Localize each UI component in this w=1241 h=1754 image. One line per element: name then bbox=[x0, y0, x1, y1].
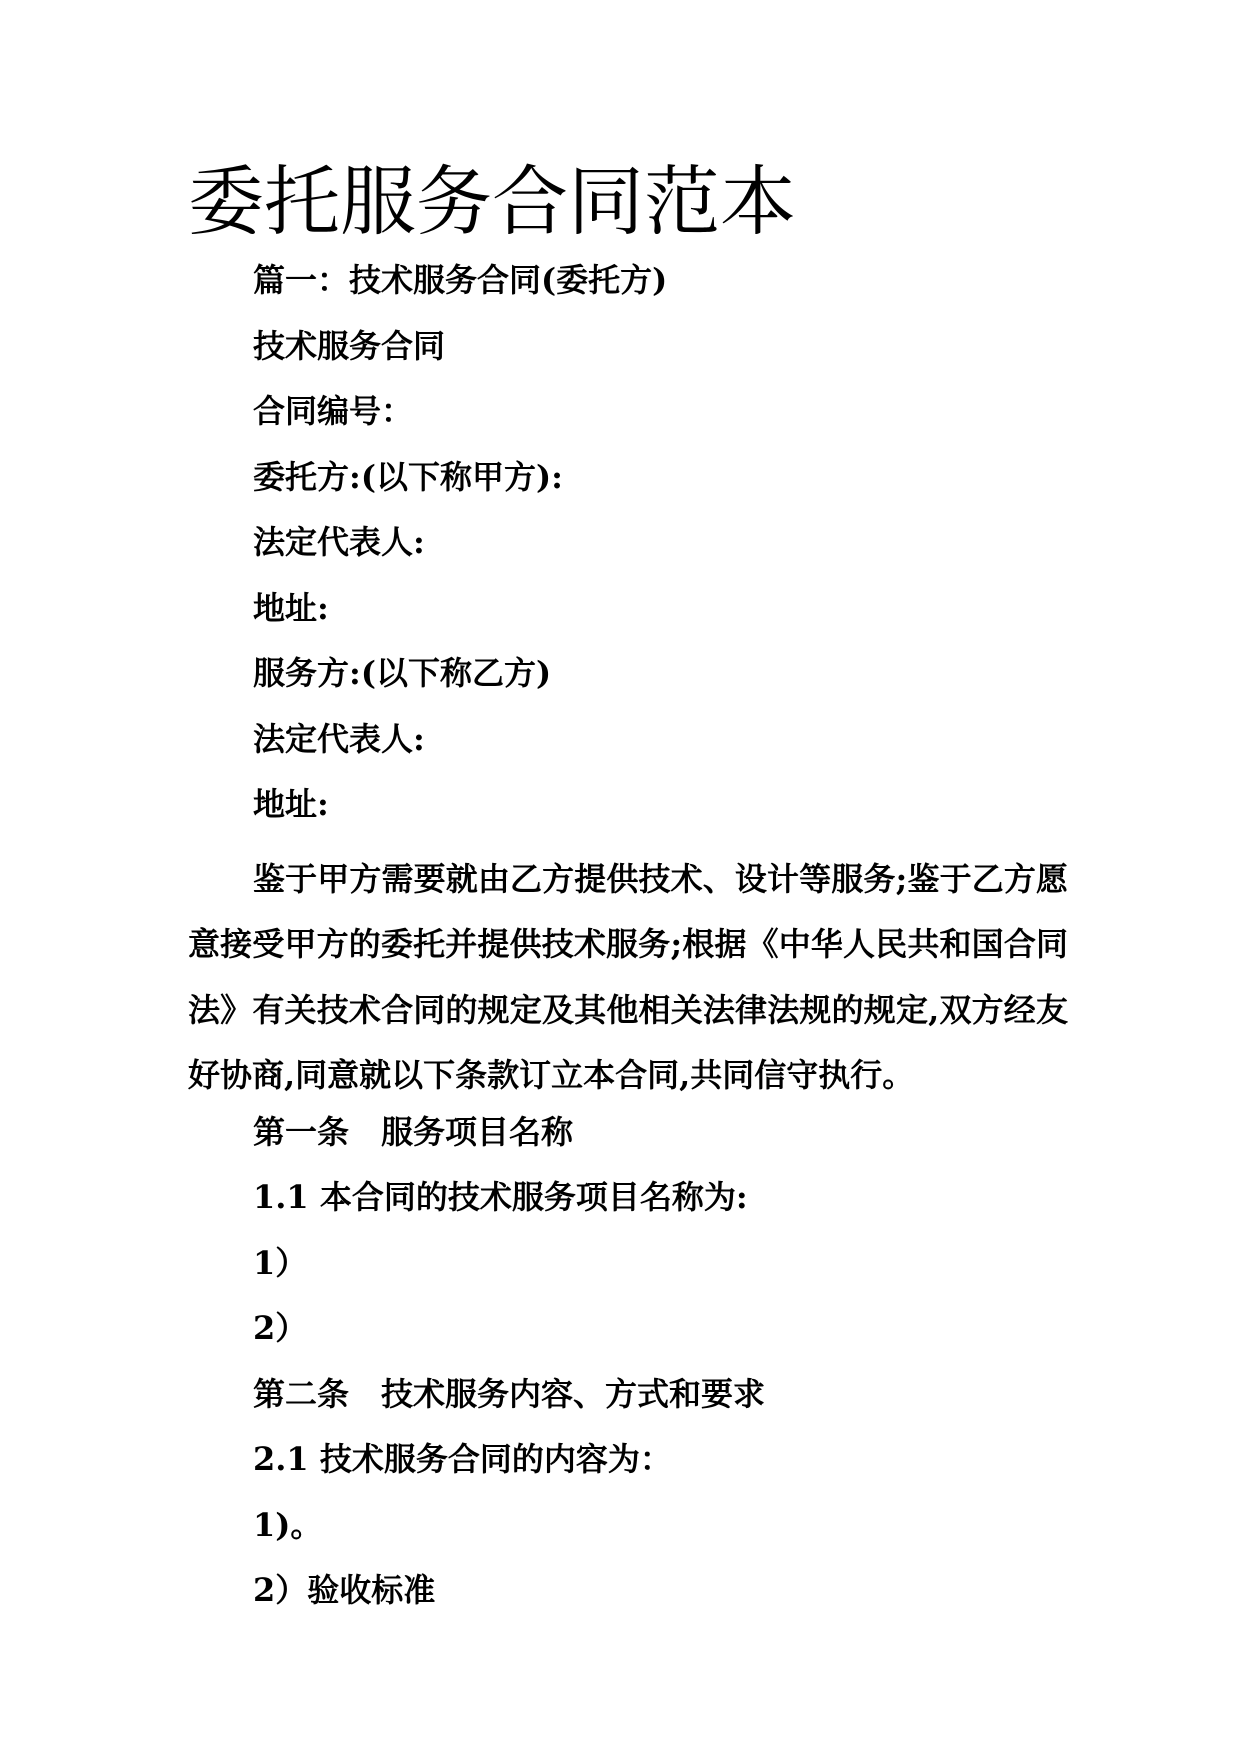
client-legal-representative-label: 法定代表人: bbox=[253, 523, 425, 561]
contract-name: 技术服务合同 bbox=[253, 326, 446, 365]
article-two-heading: 第二条 技术服务内容、方式和要求 bbox=[253, 1374, 766, 1413]
preamble-paragraph: 鉴于甲方需要就由乙方提供技术、设计等服务;鉴于乙方愿意接受甲方的委托并提供技术服务;根据《中华人民共和国合同法》有关技术合同的规定及其他相关法律法规的规定,双方经友好协商,同意就以下条款订立本合同,共同信守执行。 bbox=[188, 859, 1068, 1094]
document-title: 委托服务合同范本 bbox=[188, 157, 796, 246]
section-heading-part-one: 篇一：技术服务合同(委托方) bbox=[253, 261, 668, 299]
service-legal-representative-label: 法定代表人: bbox=[253, 719, 425, 758]
service-party-label: 服务方:(以下称乙方) bbox=[253, 654, 552, 692]
service-address-label: 地址: bbox=[253, 785, 329, 823]
clause-1-1: 1.1 本合同的技术服务项目名称为: bbox=[253, 1178, 748, 1216]
document-body bbox=[188, 257, 1068, 1633]
article-one-heading: 第一条 服务项目名称 bbox=[253, 1112, 574, 1151]
clause-2-1: 2.1 技术服务合同的内容为： bbox=[253, 1440, 672, 1478]
list-item-2: 2） bbox=[253, 1309, 308, 1347]
client-address-label: 地址: bbox=[253, 588, 329, 627]
list-item-2-1-1: 1)。 bbox=[253, 1505, 323, 1544]
contract-number-label: 合同编号： bbox=[253, 392, 414, 430]
list-item-2-1-2: 2）验收标准 bbox=[253, 1571, 436, 1609]
client-party-label: 委托方:(以下称甲方): bbox=[253, 457, 563, 496]
list-item-1: 1） bbox=[253, 1243, 308, 1282]
